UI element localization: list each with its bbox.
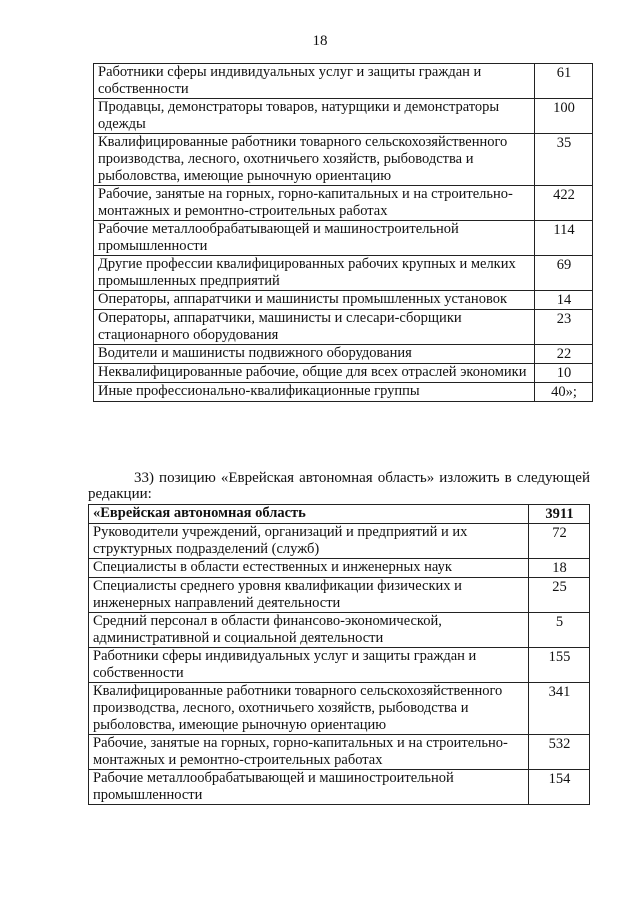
table-row (89, 735, 590, 770)
table-row (94, 383, 593, 402)
table-row (94, 186, 593, 221)
row-label: Руководители учреждений, организаций и предприятий и их структурных подразделений (служб) (89, 524, 529, 559)
row-label: Операторы, аппаратчики и машинисты промышленных установок (94, 291, 535, 310)
row-value: 40»; (535, 383, 593, 402)
page-number: 18 (312, 33, 328, 49)
row-label: Другие профессии квалифицированных рабочих крупных и мелких промышленных предприятий (94, 256, 535, 291)
row-label: Неквалифицированные рабочие, общие для всех отраслей экономики (94, 364, 535, 383)
row-label: Квалифицированные работники товарного сельскохозяйственного производства, лесного, охотничьего хозяйств, рыбоводства и рыболовства, имеющие рыночную ориентацию (89, 683, 529, 735)
table-row (94, 64, 593, 99)
row-label: Рабочие, занятые на горных, горно-капитальных и на строительно-монтажных и ремонтно-строительных работах (89, 735, 529, 770)
row-value: 532 (529, 735, 590, 770)
row-label: Специалисты среднего уровня квалификации физических и инженерных направлений деятельности (89, 578, 529, 613)
row-value: 341 (529, 683, 590, 735)
table-header-row (89, 505, 590, 524)
occupation-table-1 (93, 63, 593, 402)
row-value: 22 (535, 345, 593, 364)
table-row (89, 613, 590, 648)
row-value: 18 (529, 559, 590, 578)
table-row (94, 256, 593, 291)
row-label: Средний персонал в области финансово-экономической, административной и социальной деятельности (89, 613, 529, 648)
row-label: Специалисты в области естественных и инженерных наук (89, 559, 529, 578)
row-value: 114 (535, 221, 593, 256)
row-value: 14 (535, 291, 593, 310)
row-label: Рабочие металлообрабатывающей и машиностроительной промышленности (89, 770, 529, 805)
row-value: 10 (535, 364, 593, 383)
row-label: Операторы, аппаратчики, машинисты и слесари-сборщики стационарного оборудования (94, 310, 535, 345)
table-row (89, 770, 590, 805)
row-value: 100 (535, 99, 593, 134)
region-name: «Еврейская автономная область (89, 505, 529, 524)
row-label: Продавцы, демонстраторы товаров, натурщики и демонстраторы одежды (94, 99, 535, 134)
table-row (94, 291, 593, 310)
row-label: Рабочие, занятые на горных, горно-капитальных и на строительно-монтажных и ремонтно-строительных работах (94, 186, 535, 221)
row-label: Квалифицированные работники товарного сельскохозяйственного производства, лесного, охотничьего хозяйств, рыбоводства и рыболовства, имеющие рыночную ориентацию (94, 134, 535, 186)
row-value: 23 (535, 310, 593, 345)
row-value: 155 (529, 648, 590, 683)
paragraph-text: 33) позицию «Еврейская автономная область» изложить в следующей редакции: (88, 470, 590, 502)
row-value: 25 (529, 578, 590, 613)
row-value: 61 (535, 64, 593, 99)
table-row (94, 364, 593, 383)
row-value: 69 (535, 256, 593, 291)
row-value: 5 (529, 613, 590, 648)
table-row (94, 310, 593, 345)
row-label: Работники сферы индивидуальных услуг и защиты граждан и собственности (89, 648, 529, 683)
table-row (94, 221, 593, 256)
table-row (94, 134, 593, 186)
table-row (89, 578, 590, 613)
amendment-paragraph (88, 470, 590, 502)
table-row (89, 524, 590, 559)
row-value: 422 (535, 186, 593, 221)
table-row (94, 345, 593, 364)
row-label: Иные профессионально-квалификационные группы (94, 383, 535, 402)
occupation-table-2 (88, 504, 590, 805)
row-label: Работники сферы индивидуальных услуг и защиты граждан и собственности (94, 64, 535, 99)
row-value: 72 (529, 524, 590, 559)
table-row (89, 648, 590, 683)
row-value: 35 (535, 134, 593, 186)
table-row (89, 559, 590, 578)
region-total: 3911 (529, 505, 590, 524)
table-row (89, 683, 590, 735)
row-label: Водители и машинисты подвижного оборудования (94, 345, 535, 364)
table-row (94, 99, 593, 134)
row-label: Рабочие металлообрабатывающей и машиностроительной промышленности (94, 221, 535, 256)
row-value: 154 (529, 770, 590, 805)
